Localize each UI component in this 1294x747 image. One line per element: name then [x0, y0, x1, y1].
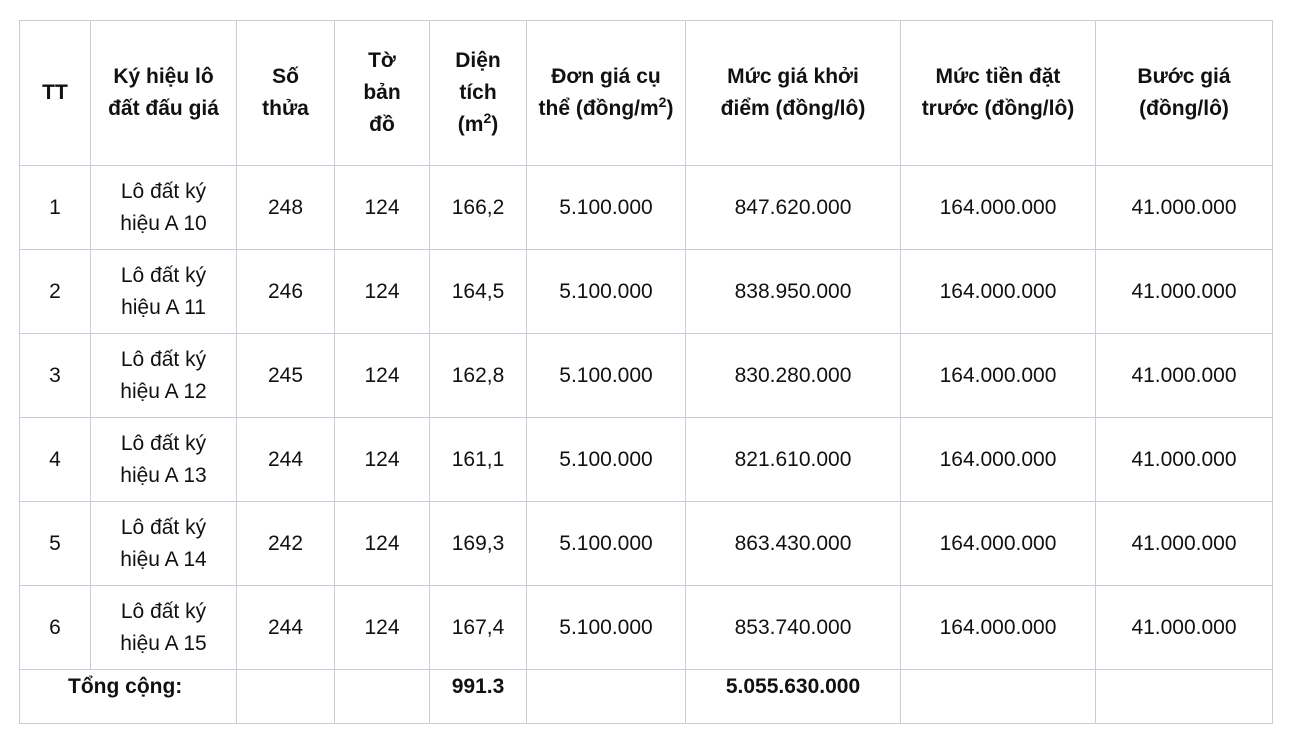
header-ky-hieu: Ký hiệu lô đất đấu giá [91, 21, 237, 166]
cell-muc-gia: 863.430.000 [686, 502, 901, 586]
cell-buoc-gia: 41.000.000 [1096, 166, 1273, 250]
cell-don-gia: 5.100.000 [527, 166, 686, 250]
cell-muc-gia: 847.620.000 [686, 166, 901, 250]
cell-muc-tien: 164.000.000 [901, 418, 1096, 502]
cell-muc-tien: 164.000.000 [901, 250, 1096, 334]
header-muc-tien: Mức tiền đặt trước (đồng/lô) [901, 21, 1096, 166]
total-buoc-gia [1096, 670, 1273, 724]
header-tt: TT [20, 21, 91, 166]
total-to-ban-do [335, 670, 430, 724]
cell-tt: 5 [20, 502, 91, 586]
total-don-gia [527, 670, 686, 724]
table-header-row [20, 21, 1273, 166]
cell-tt: 2 [20, 250, 91, 334]
cell-muc-gia: 830.280.000 [686, 334, 901, 418]
cell-don-gia: 5.100.000 [527, 418, 686, 502]
cell-muc-tien: 164.000.000 [901, 166, 1096, 250]
header-don-gia: Đơn giá cụ thể $(đồng/m^2)$ [527, 21, 686, 166]
cell-dien-tich: 161,1 [430, 418, 527, 502]
cell-don-gia: 5.100.000 [527, 586, 686, 670]
cell-to-ban-do: 124 [335, 418, 430, 502]
cell-muc-gia: 838.950.000 [686, 250, 901, 334]
cell-so-thua: 242 [237, 502, 335, 586]
cell-so-thua: 246 [237, 250, 335, 334]
cell-dien-tich: 164,5 [430, 250, 527, 334]
cell-ky-hieu: Lô đất ký hiệu A 14 [91, 502, 237, 586]
cell-so-thua: 248 [237, 166, 335, 250]
cell-ky-hieu: Lô đất ký hiệu A 11 [91, 250, 237, 334]
cell-tt: 3 [20, 334, 91, 418]
cell-buoc-gia: 41.000.000 [1096, 418, 1273, 502]
cell-muc-tien: 164.000.000 [901, 334, 1096, 418]
cell-tt: 6 [20, 586, 91, 670]
cell-so-thua: 244 [237, 586, 335, 670]
cell-tt: 1 [20, 166, 91, 250]
cell-don-gia: 5.100.000 [527, 250, 686, 334]
cell-so-thua: 245 [237, 334, 335, 418]
table-row [20, 586, 1273, 670]
table-row [20, 418, 1273, 502]
total-muc-tien [901, 670, 1096, 724]
cell-dien-tich: 169,3 [430, 502, 527, 586]
cell-dien-tich: 167,4 [430, 586, 527, 670]
total-dien-tich: 991.3 [430, 670, 527, 724]
cell-muc-tien: 164.000.000 [901, 502, 1096, 586]
cell-tt: 4 [20, 418, 91, 502]
cell-so-thua: 244 [237, 418, 335, 502]
cell-muc-gia: 821.610.000 [686, 418, 901, 502]
cell-buoc-gia: 41.000.000 [1096, 502, 1273, 586]
cell-to-ban-do: 124 [335, 250, 430, 334]
cell-ky-hieu: Lô đất ký hiệu A 15 [91, 586, 237, 670]
header-muc-gia: Mức giá khởi điểm (đồng/lô) [686, 21, 901, 166]
header-dien-tich: Diện tích $(m^2)$ [430, 21, 527, 166]
cell-muc-tien: 164.000.000 [901, 586, 1096, 670]
cell-muc-gia: 853.740.000 [686, 586, 901, 670]
cell-to-ban-do: 124 [335, 502, 430, 586]
table-row [20, 502, 1273, 586]
cell-ky-hieu: Lô đất ký hiệu A 13 [91, 418, 237, 502]
cell-don-gia: 5.100.000 [527, 502, 686, 586]
cell-ky-hieu: Lô đất ký hiệu A 10 [91, 166, 237, 250]
cell-to-ban-do: 124 [335, 586, 430, 670]
cell-to-ban-do: 124 [335, 334, 430, 418]
cell-ky-hieu: Lô đất ký hiệu A 12 [91, 334, 237, 418]
table-row [20, 166, 1273, 250]
cell-dien-tich: 162,8 [430, 334, 527, 418]
cell-dien-tich: 166,2 [430, 166, 527, 250]
header-so-thua: Số thửa [237, 21, 335, 166]
total-muc-gia: 5.055.630.000 [686, 670, 901, 724]
header-buoc-gia: Bước giá (đồng/lô) [1096, 21, 1273, 166]
auction-table [19, 20, 1273, 724]
cell-to-ban-do: 124 [335, 166, 430, 250]
cell-buoc-gia: 41.000.000 [1096, 586, 1273, 670]
cell-buoc-gia: 41.000.000 [1096, 334, 1273, 418]
cell-buoc-gia: 41.000.000 [1096, 250, 1273, 334]
total-so-thua [237, 670, 335, 724]
total-label: Tổng cộng: [20, 670, 237, 724]
cell-don-gia: 5.100.000 [527, 334, 686, 418]
header-to-ban-do: Tờ bản đồ [335, 21, 430, 166]
table-row [20, 250, 1273, 334]
table-row [20, 334, 1273, 418]
total-row [20, 670, 1273, 724]
